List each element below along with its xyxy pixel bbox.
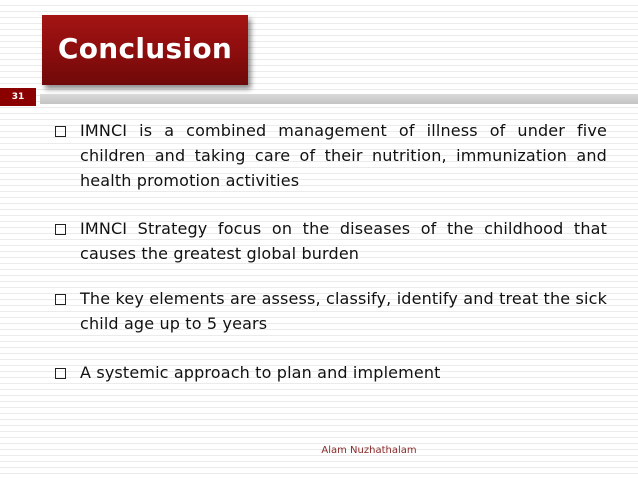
bullet-item (43, 360, 607, 385)
hollow-square-icon (55, 294, 66, 305)
bullet-text: IMNCI Strategy focus on the diseases of the childhood that causes the greatest global burden (80, 219, 607, 263)
hollow-square-icon (55, 224, 66, 235)
header-divider (40, 94, 638, 104)
slide-number: 31 (0, 88, 36, 106)
bullet-text: IMNCI is a combined management of illness of under five children and taking care of their nutrition, immunization and health promotion activities (80, 121, 607, 190)
bullet-item (43, 118, 607, 193)
bullet-text: A systemic approach to plan and implement (80, 363, 441, 382)
bullet-text: The key elements are assess, classify, identify and treat the sick child age up to 5 years (80, 289, 607, 333)
title-box (42, 15, 248, 85)
bullet-item (43, 286, 607, 336)
hollow-square-icon (55, 126, 66, 137)
bullet-list (43, 118, 607, 408)
footer-author: Alam Nuzhathalam (321, 445, 417, 456)
hollow-square-icon (55, 368, 66, 379)
slide-title: Conclusion (57, 31, 233, 65)
bullet-item (43, 216, 607, 266)
